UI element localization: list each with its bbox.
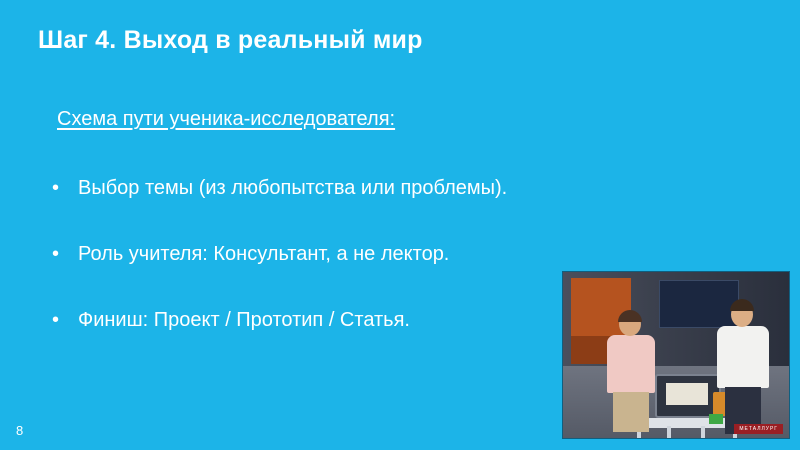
photo-student-right [715, 302, 771, 434]
photo-device-panel [666, 383, 708, 405]
list-item-label: Роль учителя: Консультант, а не лектор. [78, 243, 450, 265]
list-item-label: Выбор темы (из любопытства или проблемы). [78, 177, 508, 199]
list-item [52, 241, 672, 267]
photo-caption: МЕТАЛЛУРГ [734, 424, 783, 434]
students-with-prototype-photo [562, 271, 790, 439]
photo-student-left [605, 312, 657, 432]
photo-prototype-device [655, 374, 721, 418]
page-title: Шаг 4. Выход в реальный мир [38, 26, 423, 54]
bullet-marker-icon: • [52, 243, 60, 265]
bullet-marker-icon: • [52, 177, 60, 199]
slide-subtitle: Схема пути ученика-исследователя: [57, 108, 396, 130]
list-item-label: Финиш: Проект / Прототип / Статья. [78, 309, 410, 331]
list-item [52, 175, 672, 201]
bullet-marker-icon: • [52, 309, 60, 331]
page-number: 8 [16, 423, 24, 438]
